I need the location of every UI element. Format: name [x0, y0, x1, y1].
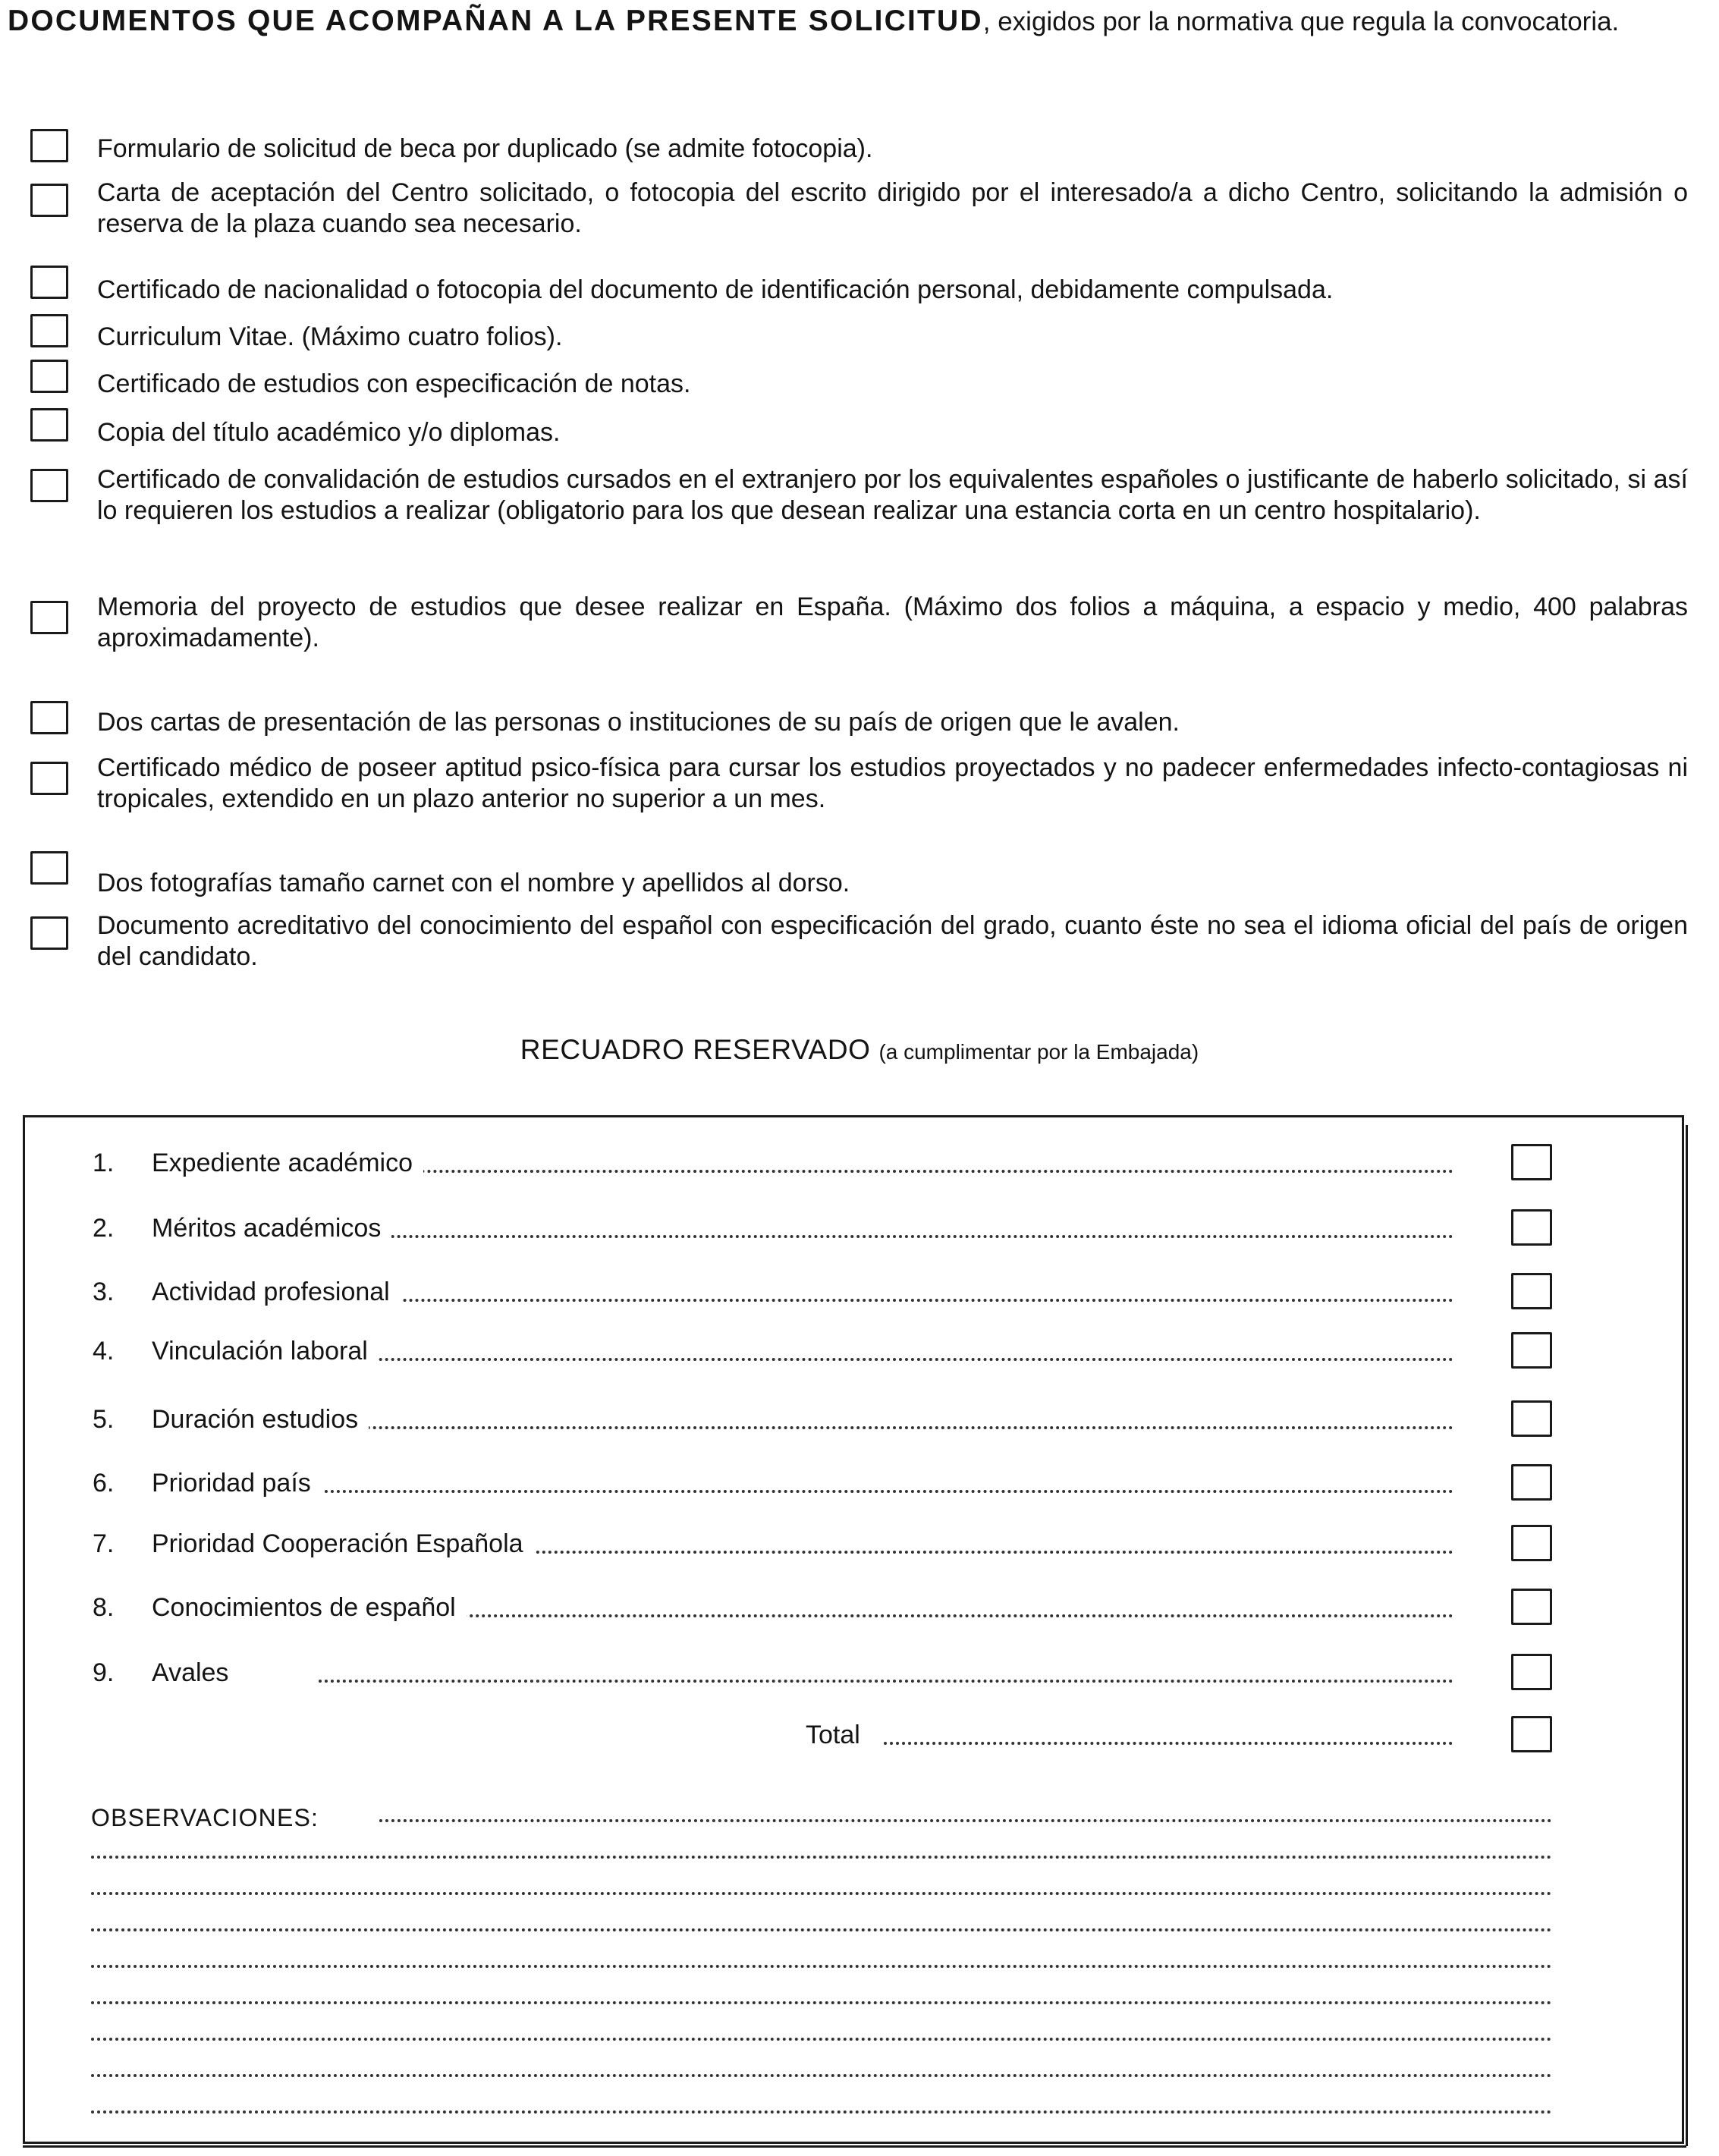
document-checkbox[interactable] [30, 184, 68, 217]
criterion-number: 3. [93, 1278, 115, 1306]
document-checkbox[interactable] [30, 314, 68, 347]
documents-header-title: DOCUMENTOS QUE ACOMPAÑAN A LA PRESENTE SOLICITUD [8, 5, 983, 37]
criterion-leader [319, 1299, 1453, 1302]
observations-label: OBSERVACIONES: [91, 1804, 319, 1831]
criterion-label: Actividad profesional [152, 1278, 401, 1307]
criterion-score-box[interactable] [1511, 1464, 1552, 1501]
criterion-leader [319, 1235, 1453, 1238]
criterion-score-box[interactable] [1511, 1332, 1552, 1369]
document-item-text: Certificado de nacionalidad o fotocopia del documento de identificación personal, debidamente compulsada. [97, 275, 1334, 304]
document-checkbox[interactable] [30, 408, 68, 442]
observations-line[interactable] [91, 1892, 1552, 1895]
total-label: Total [806, 1721, 860, 1749]
total-leader [884, 1742, 1453, 1745]
criterion-leader [319, 1426, 1453, 1429]
criterion-number: 8. [93, 1593, 115, 1622]
criterion-score-box[interactable] [1511, 1525, 1552, 1561]
document-checkbox[interactable] [30, 851, 68, 885]
criterion-label: Prioridad país [152, 1469, 322, 1498]
criterion-number: 6. [93, 1469, 115, 1498]
document-item-text: Certificado médico de poseer aptitud psico-física para cursar los estudios proyectados y no padecer enfermedades infecto-contagiosas ni tropicales, extendido en un plazo anterior no superior a un mes. [97, 753, 1688, 813]
criterion-row [0, 1589, 1719, 1628]
document-checkbox[interactable] [30, 916, 68, 950]
criterion-number: 7. [93, 1529, 115, 1558]
observations-line[interactable] [91, 2110, 1552, 2114]
criterion-row [0, 1144, 1719, 1183]
document-item-text: Documento acreditativo del conocimiento del español con especificación del grado, cuanto éste no sea el idioma oficial del país de origen del candidato. [97, 911, 1688, 971]
total-score-box[interactable] [1511, 1716, 1552, 1752]
criterion-number: 2. [93, 1214, 115, 1243]
reserved-box [23, 1115, 1684, 2144]
criterion-label: Expediente académico [152, 1149, 423, 1178]
reserved-section-title [0, 1034, 1719, 1066]
reserved-title-note: (a cumplimentar por la Embajada) [878, 1040, 1199, 1064]
criterion-row [0, 1654, 1719, 1693]
criterion-label: Duración estudios [152, 1405, 369, 1435]
document-item-text: Dos cartas de presentación de las personas o instituciones de su país de origen que le avalen. [97, 708, 1180, 737]
criterion-score-box[interactable] [1511, 1273, 1552, 1309]
document-item-text: Dos fotografías tamaño carnet con el nombre y apellidos al dorso. [97, 869, 850, 897]
criterion-row [0, 1332, 1719, 1372]
observations-line[interactable] [91, 1965, 1552, 1968]
document-checkbox[interactable] [30, 762, 68, 795]
criterion-leader [319, 1170, 1453, 1173]
criterion-label: Vinculación laboral [152, 1337, 379, 1366]
document-item-text: Copia del título académico y/o diplomas. [97, 418, 561, 447]
criterion-score-box[interactable] [1511, 1144, 1552, 1180]
observations-line[interactable] [91, 1856, 1552, 1859]
criterion-number: 5. [93, 1405, 115, 1434]
box-shadow-bottom [23, 2145, 1686, 2148]
total-row [0, 1716, 1719, 1755]
document-item-text: Curriculum Vitae. (Máximo cuatro folios). [97, 322, 563, 351]
document-item-text: Certificado de convalidación de estudios cursados en el extranjero por los equivalentes españoles o justificante de haberlo solicitado, si así lo requieren los estudios a realizar (obligatorio para los que desean realizar una estancia corta en un centro hospitalario). [97, 465, 1688, 525]
criterion-number: 1. [93, 1149, 115, 1177]
criterion-row [0, 1209, 1719, 1249]
observations-line[interactable] [91, 2038, 1552, 2041]
reserved-title-text: RECUADRO RESERVADO [520, 1034, 871, 1065]
document-checkbox[interactable] [30, 469, 68, 502]
document-checkbox[interactable] [30, 701, 68, 734]
documents-header-subtitle: , exigidos por la normativa que regula la convocatoria. [982, 7, 1620, 36]
document-item-text: Carta de aceptación del Centro solicitado, o fotocopia del escrito dirigido por el interesado/a a dicho Centro, solicitando la admisión o reserva de la plaza cuando sea necesario. [97, 178, 1688, 238]
document-item-text: Formulario de solicitud de beca por duplicado (se admite fotocopia). [97, 134, 873, 163]
document-checkbox[interactable] [30, 266, 68, 299]
observations-line[interactable] [91, 2001, 1552, 2004]
criterion-score-box[interactable] [1511, 1400, 1552, 1437]
criterion-row [0, 1400, 1719, 1440]
criterion-label: Avales [152, 1658, 239, 1688]
observations-line[interactable] [91, 2074, 1552, 2077]
criterion-score-box[interactable] [1511, 1209, 1552, 1246]
criterion-row [0, 1464, 1719, 1504]
document-item-text: Memoria del proyecto de estudios que desee realizar en España. (Máximo dos folios a máquina, a espacio y medio, 400 palabras aproximadamente). [97, 592, 1688, 652]
criterion-leader [319, 1358, 1453, 1361]
criterion-label: Méritos académicos [152, 1214, 391, 1243]
criterion-label: Prioridad Cooperación Española [152, 1529, 534, 1559]
criterion-row [0, 1273, 1719, 1312]
criterion-number: 9. [93, 1658, 115, 1687]
observations-line[interactable] [91, 1928, 1552, 1931]
criterion-score-box[interactable] [1511, 1589, 1552, 1625]
criterion-leader [319, 1614, 1453, 1617]
observations-line[interactable] [379, 1819, 1552, 1822]
document-item-text: Certificado de estudios con especificación de notas. [97, 369, 691, 398]
criterion-number: 4. [93, 1337, 115, 1366]
document-checkbox[interactable] [30, 360, 68, 393]
criterion-leader [319, 1680, 1453, 1683]
documents-header [8, 2, 1688, 42]
document-checkbox[interactable] [30, 601, 68, 634]
criterion-row [0, 1525, 1719, 1564]
criterion-label: Conocimientos de español [152, 1593, 467, 1623]
criterion-score-box[interactable] [1511, 1654, 1552, 1690]
criterion-leader [319, 1490, 1453, 1493]
document-checkbox[interactable] [30, 129, 68, 162]
